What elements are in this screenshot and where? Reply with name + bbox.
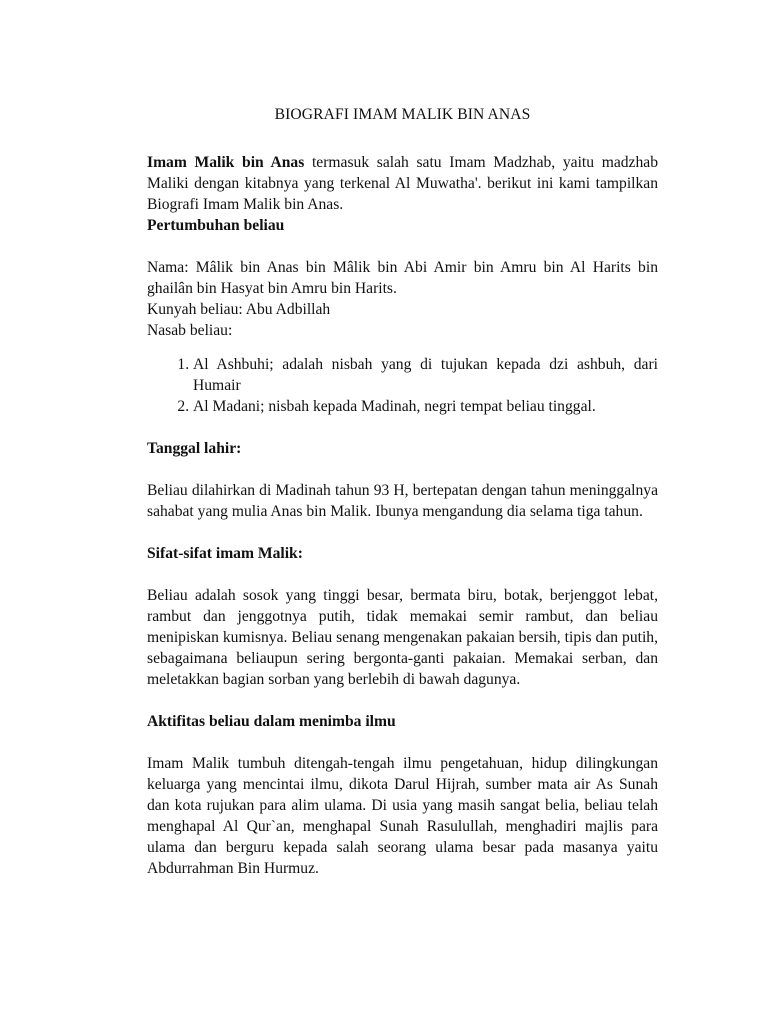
intro-bold-lead: Imam Malik bin Anas <box>147 154 305 171</box>
nasab-list-item: 1. Al Ashbuhi; adalah nisbah yang di tujukan kepada dzi ashbuh, dari Humair <box>193 354 658 396</box>
aktifitas-paragraph: Imam Malik tumbuh ditengah-tengah ilmu pengetahuan, hidup dilingkungan keluarga yang mencintai ilmu, dikota Darul Hijrah, sumber mata air As Sunah dan kota rujukan para alim ulama. Di usia yang masih sangat belia, beliau telah menghapal Al Qur`an, menghapal Sunah Rasulullah, menghadiri majlis para ulama dan berguru kepada salah seorang ulama besar pada masanya yaitu Abdurrahman Bin Hurmuz. <box>147 755 658 877</box>
kunyah-line: Kunyah beliau: Abu Adbillah <box>147 301 331 318</box>
sifat-paragraph: Beliau adalah sosok yang tinggi besar, bermata biru, botak, berjenggot lebat, rambut dan jenggotnya putih, tidak memakai semir rambut, dan beliau menipiskan kumisnya. Beliau senang mengenakan pakaian bersih, tipis dan putih, sebagaimana beliaupun sering bergonta-ganti pakaian. Memakai serban, dan meletakkan bagian sorban yang berlebih di bawah dagunya. <box>147 587 658 688</box>
tanggal-lahir-paragraph: Beliau dilahirkan di Madinah tahun 93 H, bertepatan dengan tahun meninggalnya sahabat yang mulia Anas bin Malik. Ibunya mengandung dia selama tiga tahun. <box>147 482 658 520</box>
heading-aktifitas: Aktifitas beliau dalam menimba ilmu <box>147 713 396 730</box>
nasab-label: Nasab beliau: <box>147 322 233 339</box>
nasab-list <box>147 354 658 417</box>
nama-paragraph: Nama: Mâlik bin Anas bin Mâlik bin Abi Amir bin Amru bin Al Harits bin ghailân bin Hasyat bin Amru bin Harits. <box>147 259 658 297</box>
nasab-list-item: 2. Al Madani; nisbah kepada Madinah, negri tempat beliau tinggal. <box>193 396 658 417</box>
intro-text: termasuk salah satu Imam Madzhab, yaitu madzhab Maliki dengan kitabnya yang terkenal Al Muwatha'. berikut ini kami tampilkan Biografi Imam Malik bin Anas. <box>147 154 658 213</box>
document-title: BIOGRAFI IMAM MALIK BIN ANAS <box>274 106 531 123</box>
heading-pertumbuhan: Pertumbuhan beliau <box>147 217 285 234</box>
document-body <box>147 104 658 879</box>
heading-sifat: Sifat-sifat imam Malik: <box>147 545 303 562</box>
heading-tanggal-lahir: Tanggal lahir: <box>147 440 242 457</box>
intro-paragraph <box>147 152 658 215</box>
